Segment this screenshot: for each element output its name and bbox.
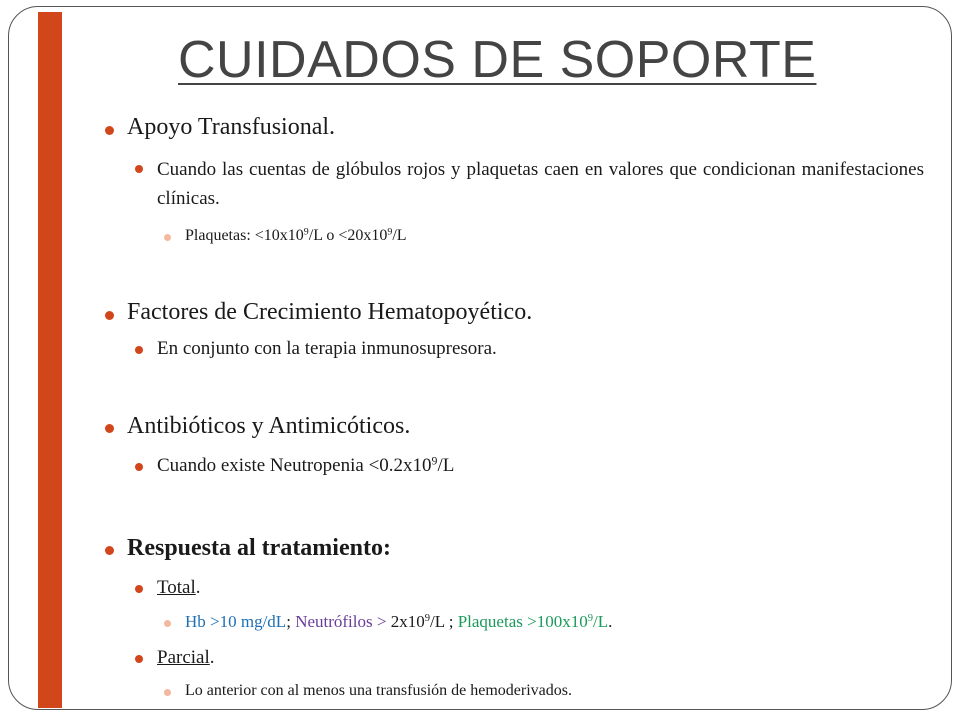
- bullet-icon: [135, 165, 143, 173]
- heading-respuesta: Respuesta al tratamiento:: [127, 535, 391, 561]
- detail-factores: En conjunto con la terapia inmunosupresora.: [157, 338, 497, 359]
- heading-antibioticos: Antibióticos y Antimicóticos.: [127, 413, 411, 439]
- accent-bar: [38, 12, 62, 708]
- heading-apoyo: Apoyo Transfusional.: [127, 114, 336, 140]
- bullet-icon: [135, 655, 143, 663]
- bullet-icon: [105, 546, 114, 555]
- parcial-detail: Lo anterior con al menos una transfusión de hemoderivados.: [185, 682, 572, 699]
- bullet-icon: [105, 126, 114, 135]
- total-criteria: Hb >10 mg/dL; Neutrófilos > $2x10^9/L$ ; Plaquetas $>100x10^9/L$.: [185, 612, 613, 631]
- platelet-thresholds: Plaquetas: $<10x10^9/L$ $o <20x10^9/L$: [185, 226, 407, 244]
- bullet-icon: [164, 620, 171, 627]
- heading-factores: Factores de Crecimiento Hematopoyético.: [127, 299, 533, 325]
- bullet-icon: [105, 424, 114, 433]
- bullet-icon: [164, 689, 171, 696]
- detail-antibioticos: Cuando existe Neutropenia $<0.2x10^9/L$: [157, 454, 455, 476]
- bullet-icon: [135, 463, 143, 471]
- bullet-icon: [164, 234, 171, 241]
- bullet-icon: [135, 585, 143, 593]
- bullet-icon: [135, 346, 143, 354]
- parcial-label: Parcial.: [157, 647, 215, 668]
- bullet-icon: [105, 311, 114, 320]
- slide-title: CUIDADOS DE SOPORTE: [178, 31, 817, 89]
- detail-apoyo: Cuando las cuentas de glóbulos rojos y plaquetas caen en valores que condicionan manifestaciones clínicas.: [157, 159, 924, 209]
- total-label: Total.: [157, 577, 201, 598]
